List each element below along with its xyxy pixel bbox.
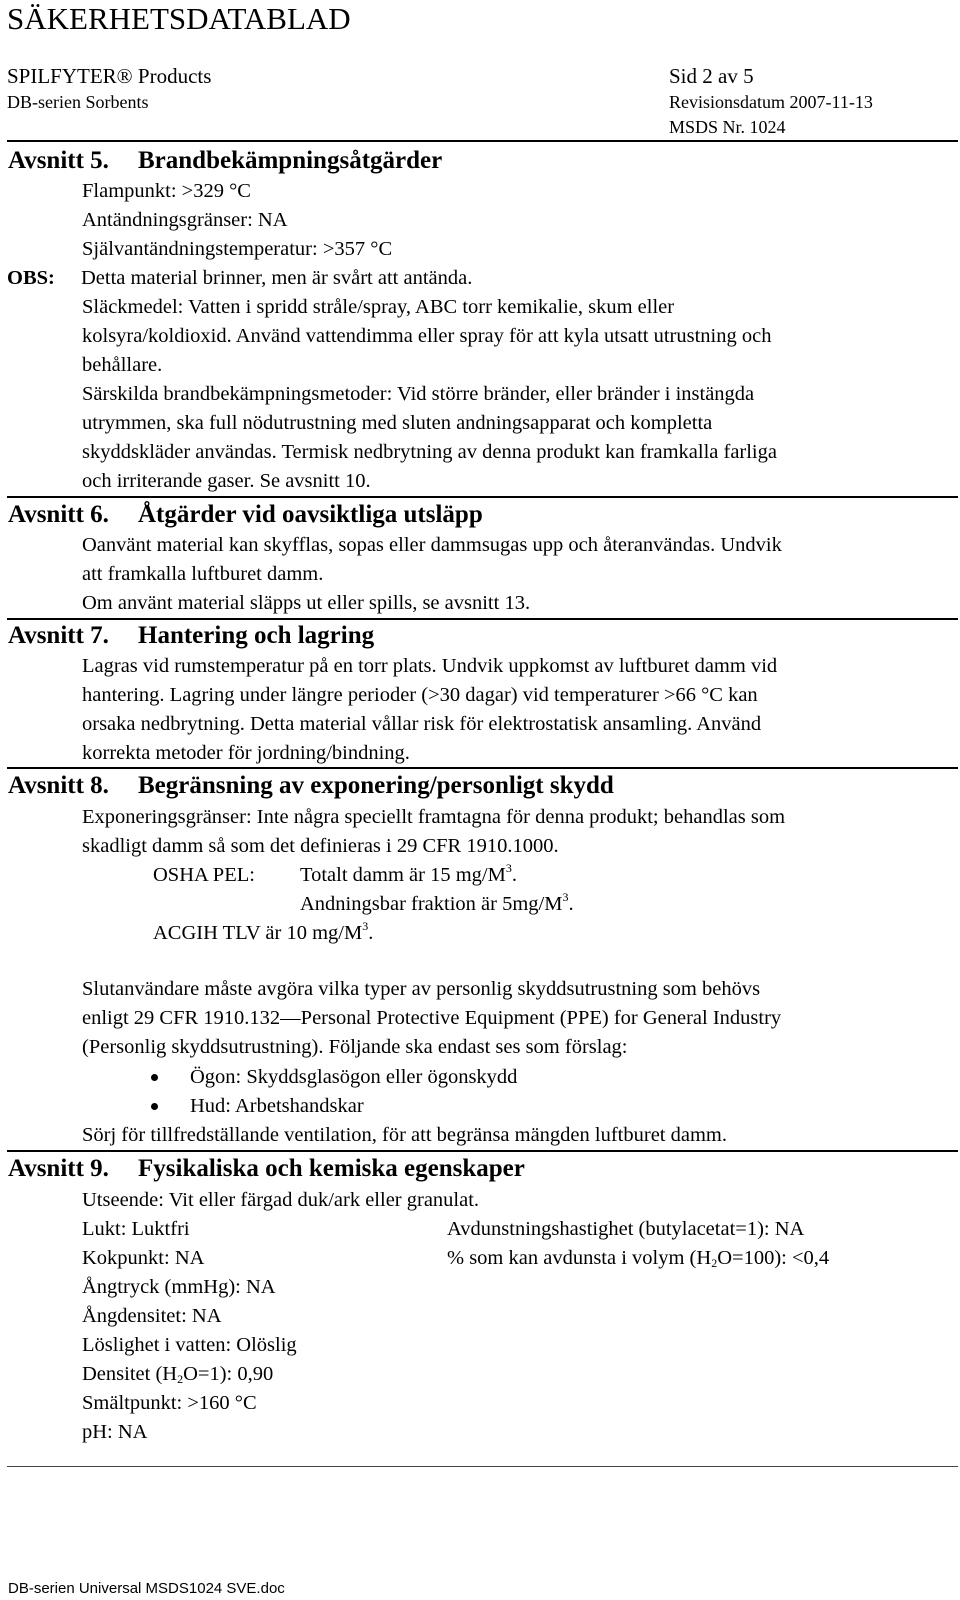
document-title: SÄKERHETSDATABLAD (7, 1, 351, 36)
volatile-percent (447, 1244, 829, 1273)
obs-text: Detta material brinner, men är svårt att antända. (81, 267, 473, 289)
exposure-limits-line: skadligt damm så som det definieras i 29 CFR 1910.1000. (82, 835, 559, 857)
handling-line: korrekta metoder för jordning/bindning. (82, 742, 410, 764)
osha-respirable (300, 890, 574, 919)
section-9-heading (8, 1154, 525, 1184)
period: . (368, 922, 374, 944)
ppe-line: enligt 29 CFR 1910.132—Personal Protective Equipment (PPE) for General Industry (82, 1007, 782, 1029)
solubility: Löslighet i vatten: Olöslig (82, 1334, 297, 1356)
section-number: Avsnitt 8. (8, 772, 109, 799)
section-5-heading (8, 146, 442, 176)
volatile-text: % som kan avdunsta i volym (H (447, 1247, 712, 1269)
special-methods-line: och irriterande gaser. Se avsnitt 10. (82, 470, 371, 492)
section-divider (7, 1150, 958, 1152)
extinguish-line: Släckmedel: Vatten i spridd stråle/spray, ABC torr kemikalie, skum eller (82, 296, 675, 318)
osha-total-text: Totalt damm är 15 mg/M (300, 864, 506, 886)
bullet-icon (151, 1103, 158, 1110)
extinguish-line: behållare. (82, 354, 163, 376)
superscript: 3 (362, 919, 369, 933)
series-name: DB-serien Sorbents (7, 92, 149, 112)
ph-value: pH: NA (82, 1421, 148, 1443)
special-methods-line: skyddskläder användas. Termisk nedbrytning av denna produkt kan framkalla farliga (82, 441, 777, 463)
density-text: O=1): 0,90 (183, 1363, 274, 1385)
osha-pel-label: OSHA PEL: (153, 864, 255, 886)
section-7-heading (8, 621, 374, 651)
density (82, 1360, 273, 1389)
osha-resp-text: Andningsbar fraktion är 5mg/M (300, 893, 563, 915)
bullet-icon (151, 1074, 158, 1081)
section-number: Avsnitt 7. (8, 622, 109, 649)
density-text: Densitet (H (82, 1363, 178, 1385)
volatile-text: O=100): <0,4 (717, 1247, 830, 1269)
vapor-density: Ångdensitet: NA (82, 1305, 222, 1327)
revision-date: Revisionsdatum 2007-11-13 (669, 92, 873, 112)
section-number: Avsnitt 9. (8, 1155, 109, 1182)
section-number: Avsnitt 6. (8, 501, 109, 528)
ppe-bullet-item: Hud: Arbetshandskar (190, 1095, 364, 1117)
footer-filename: DB-serien Universal MSDS1024 SVE.doc (8, 1580, 285, 1597)
acgih-text: ACGIH TLV är 10 mg/M (153, 922, 363, 944)
superscript: 3 (562, 890, 569, 904)
section-title: Brandbekämpningsåtgärder (138, 147, 443, 174)
acgih-tlv (153, 919, 373, 948)
section-divider (7, 618, 958, 620)
header-divider (7, 140, 958, 142)
section-title: Åtgärder vid oavsiktliga utsläpp (138, 501, 483, 528)
exposure-limits-line: Exponeringsgränser: Inte några speciellt framtagna för denna produkt; behandlas som (82, 806, 786, 828)
page-number: Sid 2 av 5 (669, 64, 754, 88)
msds-number: MSDS Nr. 1024 (669, 117, 786, 137)
ppe-line: Slutanvändare måste avgöra vilka typer av personlig skyddsutrustning som behövs (82, 978, 761, 1000)
obs-note (7, 264, 472, 293)
product-line: SPILFYTER® Products (7, 64, 212, 88)
special-methods-line: Särskilda brandbekämpningsmetoder: Vid större bränder, eller bränder i instängda (82, 383, 755, 405)
extinguish-line: kolsyra/koldioxid. Använd vattendimma eller spray för att kyla utsatt utrustning och (82, 325, 772, 347)
section-8-heading (8, 771, 614, 801)
obs-label: OBS: (7, 267, 55, 289)
special-methods-line: utrymmen, ska full nödutrustning med sluten andningsapparat och kompletta (82, 412, 713, 434)
spill-line: Om använt material släpps ut eller spills, se avsnitt 13. (82, 592, 531, 614)
section-divider (7, 496, 958, 498)
subscript: 2 (177, 1372, 184, 1386)
section-divider (7, 767, 958, 769)
period: . (511, 864, 517, 886)
ppe-bullet-item: Ögon: Skyddsglasögon eller ögonskydd (190, 1066, 518, 1088)
superscript: 3 (505, 861, 512, 875)
odor: Lukt: Luktfri (82, 1218, 190, 1240)
handling-line: Lagras vid rumstemperatur på en torr plats. Undvik uppkomst av luftburet damm vid (82, 655, 778, 677)
section-6-heading (8, 500, 483, 530)
spill-line: att framkalla luftburet damm. (82, 563, 324, 585)
vapor-pressure: Ångtryck (mmHg): NA (82, 1276, 276, 1298)
period: . (568, 893, 574, 915)
section-divider (7, 1466, 958, 1467)
spill-line: Oanvänt material kan skyfflas, sopas eller dammsugas upp och återanvändas. Undvik (82, 534, 782, 556)
section-title: Hantering och lagring (138, 622, 375, 649)
section-title: Fysikaliska och kemiska egenskaper (138, 1155, 525, 1182)
melting-point: Smältpunkt: >160 °C (82, 1392, 257, 1414)
handling-line: hantering. Lagring under längre perioder (>30 dagar) vid temperaturer >66 °C kan (82, 684, 758, 706)
boiling-point: Kokpunkt: NA (82, 1247, 205, 1269)
ventilation-line: Sörj för tillfredställande ventilation, för att begränsa mängden luftburet damm. (82, 1124, 727, 1146)
autoignition-temp: Självantändningstemperatur: >357 °C (82, 238, 393, 260)
ppe-line: (Personlig skyddsutrustning). Följande ska endast ses som förslag: (82, 1036, 628, 1058)
flashpoint: Flampunkt: >329 °C (82, 180, 251, 202)
section-title: Begränsning av exponering/personligt skydd (138, 772, 614, 799)
flammability-limits: Antändningsgränser: NA (82, 209, 288, 231)
appearance: Utseende: Vit eller färgad duk/ark eller granulat. (82, 1189, 480, 1211)
handling-line: orsaka nedbrytning. Detta material vållar risk för elektrostatisk ansamling. Använd (82, 713, 762, 735)
subscript: 2 (711, 1256, 718, 1270)
osha-total-dust (300, 861, 517, 890)
evaporation-rate: Avdunstningshastighet (butylacetat=1): NA (447, 1218, 805, 1240)
section-number: Avsnitt 5. (8, 147, 109, 174)
